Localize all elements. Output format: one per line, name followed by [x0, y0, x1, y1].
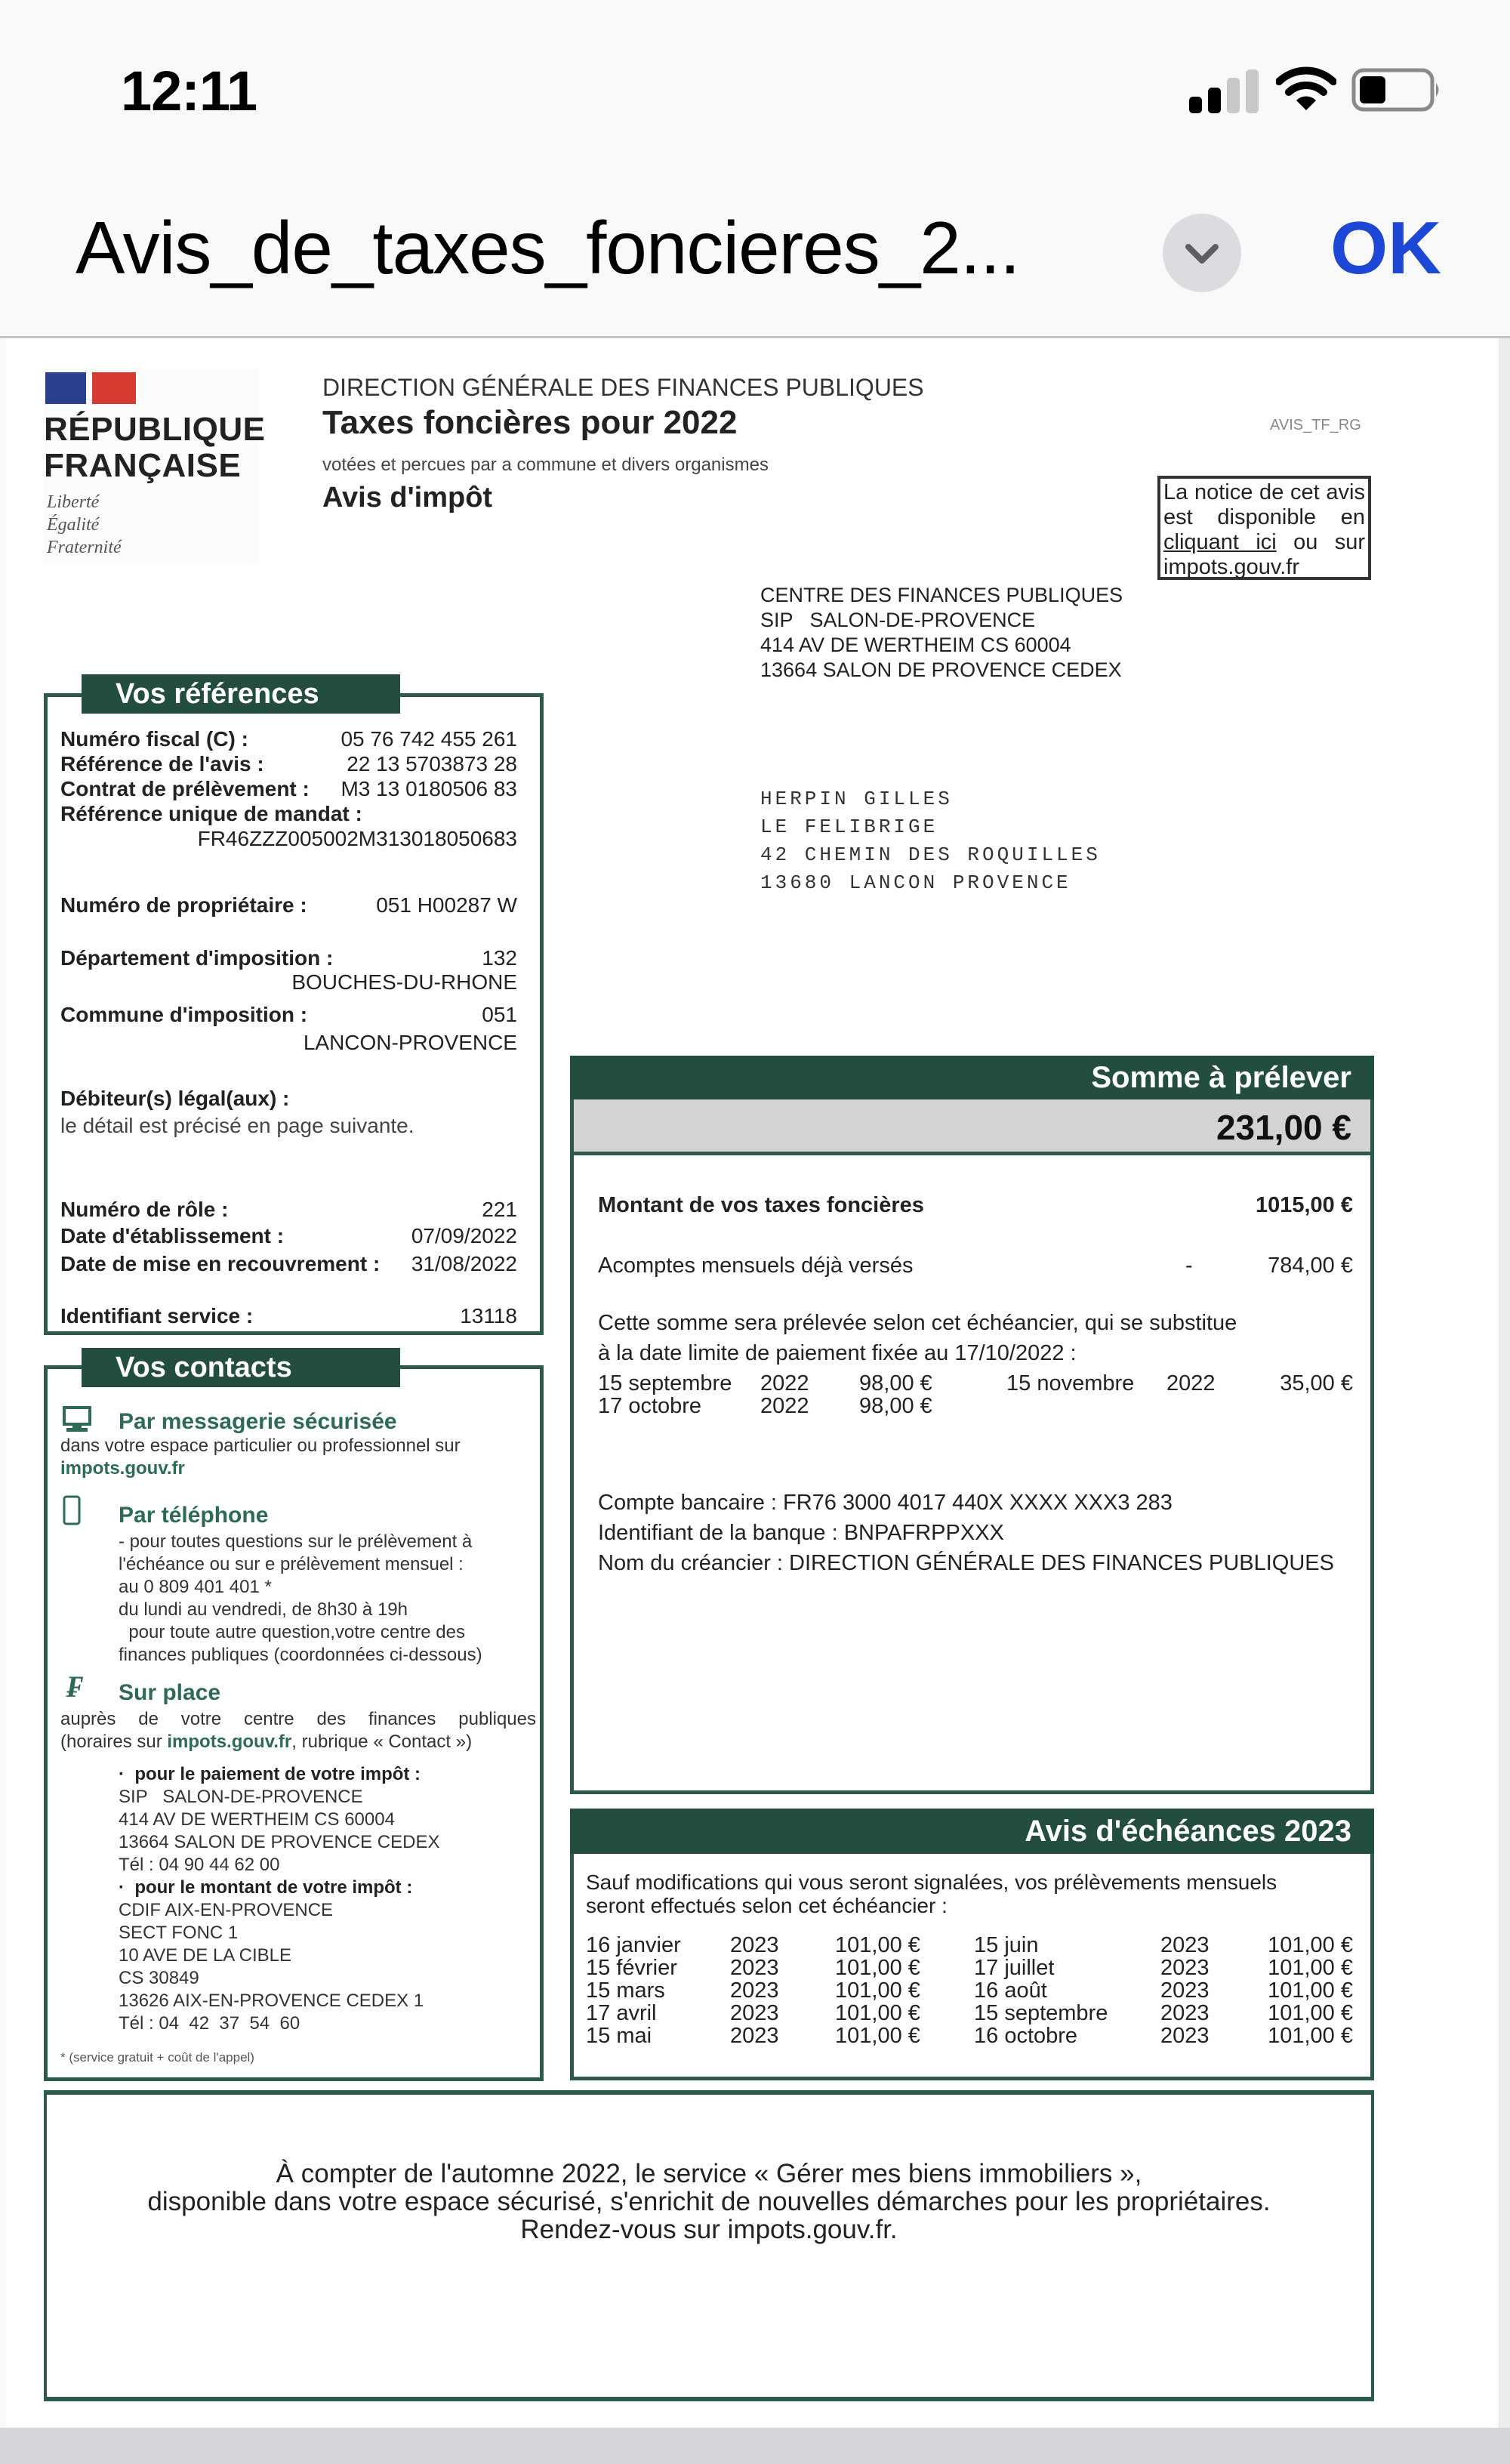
- form-code: AVIS_TF_RG: [1270, 417, 1361, 433]
- identifiant-banque: Identifiant de la banque : BNPAFRPPXXX: [598, 1521, 1004, 1545]
- contact-sur-place-title: Sur place: [119, 1680, 221, 1705]
- contact-sur-place-text: auprès de votre centre des finances publiques: [60, 1709, 536, 1729]
- contact-messagerie-title: Par messagerie sécurisée: [119, 1409, 397, 1434]
- ref-recouvrement: Date de mise en recouvrement : 31/08/2022: [60, 1252, 517, 1275]
- echeancier-text-2: à la date limite de paiement fixée au 17/10/2022 :: [598, 1341, 1077, 1365]
- date-cell: 16 octobre: [974, 2024, 1078, 2048]
- ref-role: Numéro de rôle : 221: [60, 1198, 517, 1221]
- ref-debiteurs-text: le détail est précisé en page suivante.: [60, 1114, 414, 1137]
- year-cell: 2023: [1160, 1978, 1210, 2003]
- chevron-down-icon: [1163, 214, 1241, 292]
- battery-icon: [1351, 68, 1442, 112]
- contact-messagerie-text: dans votre espace particulier ou professionnel sur: [60, 1436, 461, 1456]
- page-gutter: [1499, 338, 1510, 2464]
- year-cell: 2023: [1160, 1933, 1210, 1957]
- echeance-2022-year-2: 2022: [1166, 1371, 1216, 1395]
- echeance-2022-date-0: 15 septembre: [598, 1371, 732, 1395]
- notice-link[interactable]: cliquant ici: [1163, 530, 1277, 554]
- echeance-2022-amount-1: 98,00 €: [859, 1394, 932, 1418]
- amount-cell: 101,00 €: [835, 1956, 920, 1980]
- echeance-2022-year-0: 2022: [760, 1371, 809, 1395]
- echeances-2023-title: Avis d'échéances 2023: [570, 1809, 1374, 1854]
- impots-link[interactable]: impots.gouv.fr: [60, 1458, 185, 1479]
- acomptes-value: 784,00 €: [1268, 1254, 1353, 1278]
- marianne-flag-blue: [45, 372, 86, 404]
- amount-cell: 101,00 €: [1268, 2024, 1353, 2048]
- references-title: Vos références: [82, 674, 400, 714]
- amount-cell: 101,00 €: [835, 1978, 920, 2003]
- table-row: 17 avril: [586, 2001, 657, 2025]
- echeance-2022-date-1: 17 octobre: [598, 1394, 702, 1418]
- montant-label: Montant de vos taxes foncières: [598, 1193, 924, 1217]
- phone-icon: [62, 1495, 82, 1525]
- contacts-title: Vos contacts: [82, 1348, 400, 1387]
- contact-telephone-text: - pour toutes questions sur le prélèvement à l'échéance ou sur e prélèvement mensuel : au 0 809 401 401 * du lundi au vendredi, de 8h30 à 19h pour toute autre question,votre centre des finances publiques (coordonnées ci-dessous): [119, 1531, 482, 1665]
- year-cell: 2023: [730, 1933, 779, 1957]
- ref-mandat-label: Référence unique de mandat :: [60, 802, 362, 825]
- subtitle: votées et percues par a commune et divers organismes: [322, 455, 769, 475]
- montant-value: 1015,00 €: [1255, 1193, 1353, 1217]
- echeance-2022-amount-2: 35,00 €: [1280, 1371, 1353, 1395]
- ref-service: Identifiant service : 13118: [60, 1304, 517, 1328]
- contact-footnote: * (service gratuit + coût de l'appel): [60, 2050, 254, 2065]
- amount-cell: 101,00 €: [1268, 2001, 1353, 2025]
- computer-icon: [62, 1406, 92, 1433]
- ref-contrat: Contrat de prélèvement : M3 13 0180506 83: [60, 777, 517, 800]
- ref-numero-fiscal: Numéro fiscal (C) : 05 76 742 455 261: [60, 727, 517, 751]
- recipient-address: HERPIN GILLES LE FELIBRIGE 42 CHEMIN DES ROQUILLES 13680 LANCON PROVENCE: [760, 788, 1101, 894]
- options-button[interactable]: [1163, 214, 1241, 292]
- acomptes-sign: -: [1185, 1254, 1193, 1278]
- amount-cell: 101,00 €: [835, 2024, 920, 2048]
- info-banner: [44, 2090, 1374, 2401]
- contact-sur-place-horaires: (horaires sur impots.gouv.fr, rubrique « Contact »): [60, 1732, 473, 1752]
- avis-label: Avis d'impôt: [322, 482, 493, 513]
- echeances-intro-1: Sauf modifications qui vous seront signalées, vos prélèvements mensuels: [586, 1870, 1277, 1894]
- ref-proprietaire: Numéro de propriétaire : 051 H00287 W: [60, 893, 517, 917]
- year-cell: 2023: [730, 2001, 779, 2025]
- year-cell: 2023: [1160, 2001, 1210, 2025]
- year-cell: 2023: [730, 1978, 779, 2003]
- info-banner-text: À compter de l'automne 2022, le service « Gérer mes biens immobiliers », disponible dans votre espace sécurisé, s'enrichit de nouvelles démarches pour les propriétaires. Rendez-vous sur impots.gouv.fr.: [147, 2159, 1271, 2244]
- notice-box: La notice de cet avis est disponible en cliquant ici ou sur impots.gouv.fr: [1157, 476, 1371, 580]
- echeancier-text-1: Cette somme sera prélevée selon cet échéancier, qui se substitue: [598, 1311, 1237, 1335]
- wifi-icon: [1276, 65, 1336, 112]
- republique-francaise-text: RÉPUBLIQUE FRANÇAISE: [44, 411, 266, 484]
- echeance-2022-date-2: 15 novembre: [1006, 1371, 1135, 1395]
- amount-cell: 101,00 €: [1268, 1933, 1353, 1957]
- table-row: 15 mars: [586, 1978, 665, 2003]
- ref-etablissement: Date d'établissement : 07/09/2022: [60, 1224, 517, 1247]
- echeance-2022-amount-0: 98,00 €: [859, 1371, 932, 1395]
- direction-label: DIRECTION GÉNÉRALE DES FINANCES PUBLIQUES: [322, 374, 924, 401]
- table-row: 15 février: [586, 1956, 677, 1980]
- year-cell: 2023: [1160, 1956, 1210, 1980]
- somme-title: Somme à prélever: [570, 1056, 1374, 1099]
- acomptes-label: Acomptes mensuels déjà versés: [598, 1254, 914, 1278]
- somme-amount: 231,00 €: [574, 1099, 1370, 1155]
- ref-reference-avis: Référence de l'avis : 22 13 5703873 28: [60, 752, 517, 776]
- cellular-signal-icon: [1189, 66, 1259, 113]
- date-cell: 16 août: [974, 1978, 1047, 2003]
- ref-departement: Département d'imposition : 132: [60, 946, 517, 970]
- table-row: 15 mai: [586, 2024, 652, 2048]
- year-cell: 2023: [1160, 2024, 1210, 2048]
- ref-debiteurs: Débiteur(s) légal(aux) :: [60, 1087, 290, 1110]
- contact-telephone-title: Par téléphone: [119, 1503, 269, 1528]
- date-cell: 15 septembre: [974, 2001, 1108, 2025]
- ref-commune: Commune d'imposition : 051: [60, 1003, 517, 1026]
- sender-address: CENTRE DES FINANCES PUBLIQUES SIP SALON-DE-PROVENCE 414 AV DE WERTHEIM CS 60004 13664 SALON DE PROVENCE CEDEX: [760, 584, 1123, 681]
- amount-cell: 101,00 €: [835, 1933, 920, 1957]
- date-cell: 15 juin: [974, 1933, 1039, 1957]
- devise: Liberté Égalité Fraternité: [47, 492, 122, 557]
- status-time: 12:11: [121, 60, 257, 122]
- year-cell: 2023: [730, 2024, 779, 2048]
- amount-cell: 101,00 €: [835, 2001, 920, 2025]
- year-cell: 2023: [730, 1956, 779, 1980]
- compte-bancaire: Compte bancaire : FR76 3000 4017 440X XXXX XXX3 283: [598, 1491, 1173, 1515]
- echeances-intro-2: seront effectués selon cet échéancier :: [586, 1894, 948, 1917]
- marianne-flag-red: [92, 372, 136, 404]
- nom-creancier: Nom du créancier : DIRECTION GÉNÉRALE DES FINANCES PUBLIQUES: [598, 1551, 1334, 1575]
- amount-cell: 101,00 €: [1268, 1978, 1353, 2003]
- somme-panel: [570, 1056, 1374, 1794]
- bottom-toolbar: [0, 2428, 1510, 2464]
- ok-button[interactable]: OK: [1330, 206, 1441, 289]
- table-row: 16 janvier: [586, 1933, 681, 1957]
- franc-building-icon: ₣: [66, 1670, 82, 1704]
- page-title: Taxes foncières pour 2022: [322, 404, 738, 441]
- echeance-2022-year-1: 2022: [760, 1394, 809, 1418]
- impots-link-2[interactable]: impots.gouv.fr: [167, 1732, 292, 1752]
- document-title: Avis_de_taxes_foncieres_2...: [76, 206, 1020, 289]
- amount-cell: 101,00 €: [1268, 1956, 1353, 1980]
- date-cell: 17 juillet: [974, 1956, 1055, 1980]
- paiement-block: · pour le paiement de votre impôt : SIP SALON-DE-PROVENCE 414 AV DE WERTHEIM CS 60004 13664 SALON DE PROVENCE CEDEX Tél : 04 90 44 62 00 · pour le montant de votre impôt : CDIF AIX-EN-PROVENCE SECT FONC 1 10 AVE DE LA CIBLE CS 30849 13626 AIX-EN-PROVENCE CEDEX 1 Tél : 04 42 37 54 60: [119, 1764, 440, 2034]
